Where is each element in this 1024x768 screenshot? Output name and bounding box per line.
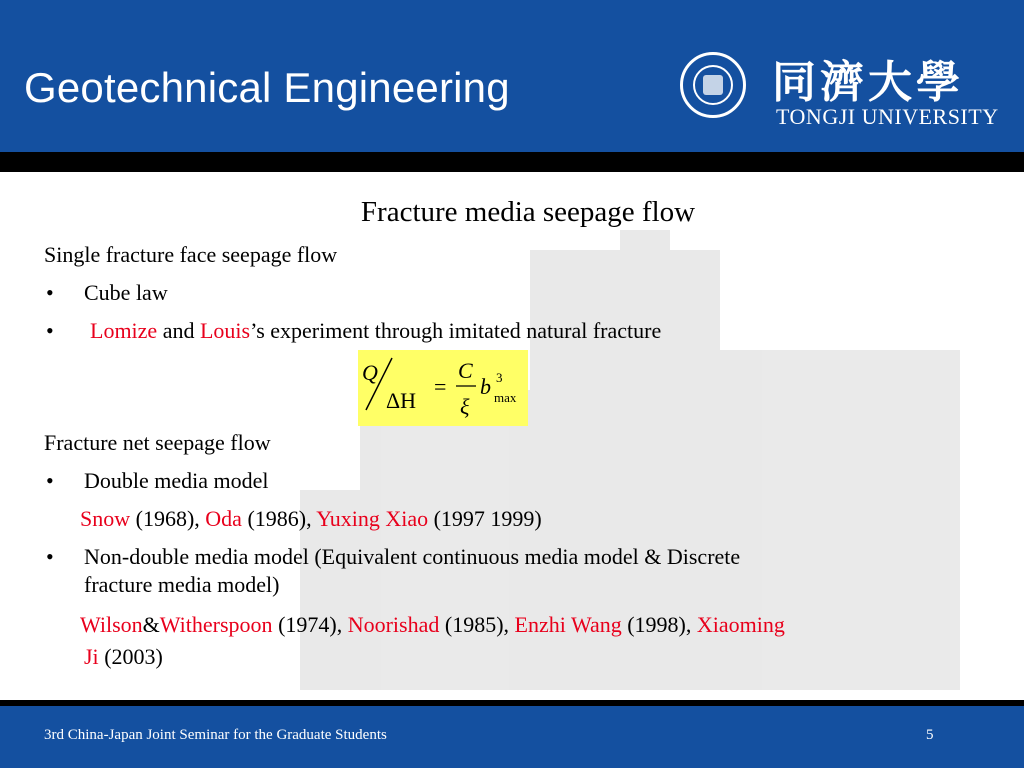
bullet-double-media: Double media model [84, 468, 269, 493]
ref-year: (1985), [439, 612, 515, 637]
author-ji: Ji [84, 644, 99, 669]
cube-law-formula [358, 350, 528, 426]
author-oda: Oda [205, 506, 242, 531]
author-noorishad: Noorishad [347, 612, 440, 637]
header-divider [0, 152, 1024, 172]
university-name-en: TONGJI UNIVERSITY [776, 104, 999, 129]
formula-equals: = [434, 374, 447, 399]
author-yuxing-xiao: Yuxing Xiao [316, 506, 429, 531]
page-number: 5 [926, 727, 934, 743]
ref-year: (1998), [621, 612, 697, 637]
author-louis: Louis [199, 318, 251, 343]
formula-subscript: max [494, 390, 517, 405]
bullet-marker: • [46, 468, 54, 493]
bullet-lomize-louis [90, 318, 661, 344]
bullet-text-rest: ’s experiment through imitated natural fracture [250, 318, 662, 343]
bullet-marker: • [46, 280, 54, 305]
bullet-text-and: and [157, 318, 200, 343]
author-snow: Snow [80, 506, 131, 531]
ref-year: (1968), [130, 506, 206, 531]
header-bar [0, 0, 1024, 152]
ref-separator: & [142, 612, 160, 637]
author-enzhi-wang: Enzhi Wang [514, 612, 622, 637]
author-lomize: Lomize [90, 318, 158, 343]
author-witherspoon: Witherspoon [159, 612, 273, 637]
formula-exponent: 3 [496, 370, 503, 385]
references-non-double-line2 [84, 644, 163, 670]
university-name-cn: 同濟大學 [772, 57, 964, 108]
bullet-cube-law: Cube law [84, 280, 168, 305]
university-seal-icon [680, 52, 746, 118]
ref-year: (1986), [241, 506, 317, 531]
section-heading-single-fracture: Single fracture face seepage flow [44, 242, 338, 267]
slide-title: Fracture media seepage flow [360, 196, 696, 228]
formula-b: b [480, 374, 491, 399]
ref-year: (2003) [98, 644, 163, 669]
references-double-media [80, 506, 542, 532]
author-xiaoming: Xiaoming [696, 612, 785, 637]
formula-xi: ξ [460, 394, 470, 419]
header-title: Geotechnical Engineering [24, 64, 510, 111]
formula-q: Q [362, 360, 378, 385]
ref-year: (1974), [272, 612, 348, 637]
bullet-non-double-line2: fracture media model) [84, 572, 280, 597]
footer-seminar-text: 3rd China-Japan Joint Seminar for the Graduate Students [44, 727, 387, 743]
section-heading-fracture-net: Fracture net seepage flow [44, 430, 271, 455]
references-non-double-line1 [80, 612, 785, 638]
author-wilson: Wilson [80, 612, 143, 637]
formula-c: C [458, 358, 473, 383]
bullet-non-double-line1: Non-double media model (Equivalent continuous media model & Discrete [84, 544, 741, 569]
bullet-marker: • [46, 318, 54, 343]
formula-delta-h: ΔH [386, 388, 417, 413]
university-logo [664, 40, 1014, 148]
ref-year: (1997 1999) [428, 506, 542, 531]
formula-graphic [358, 350, 528, 426]
bullet-marker: • [46, 544, 54, 569]
